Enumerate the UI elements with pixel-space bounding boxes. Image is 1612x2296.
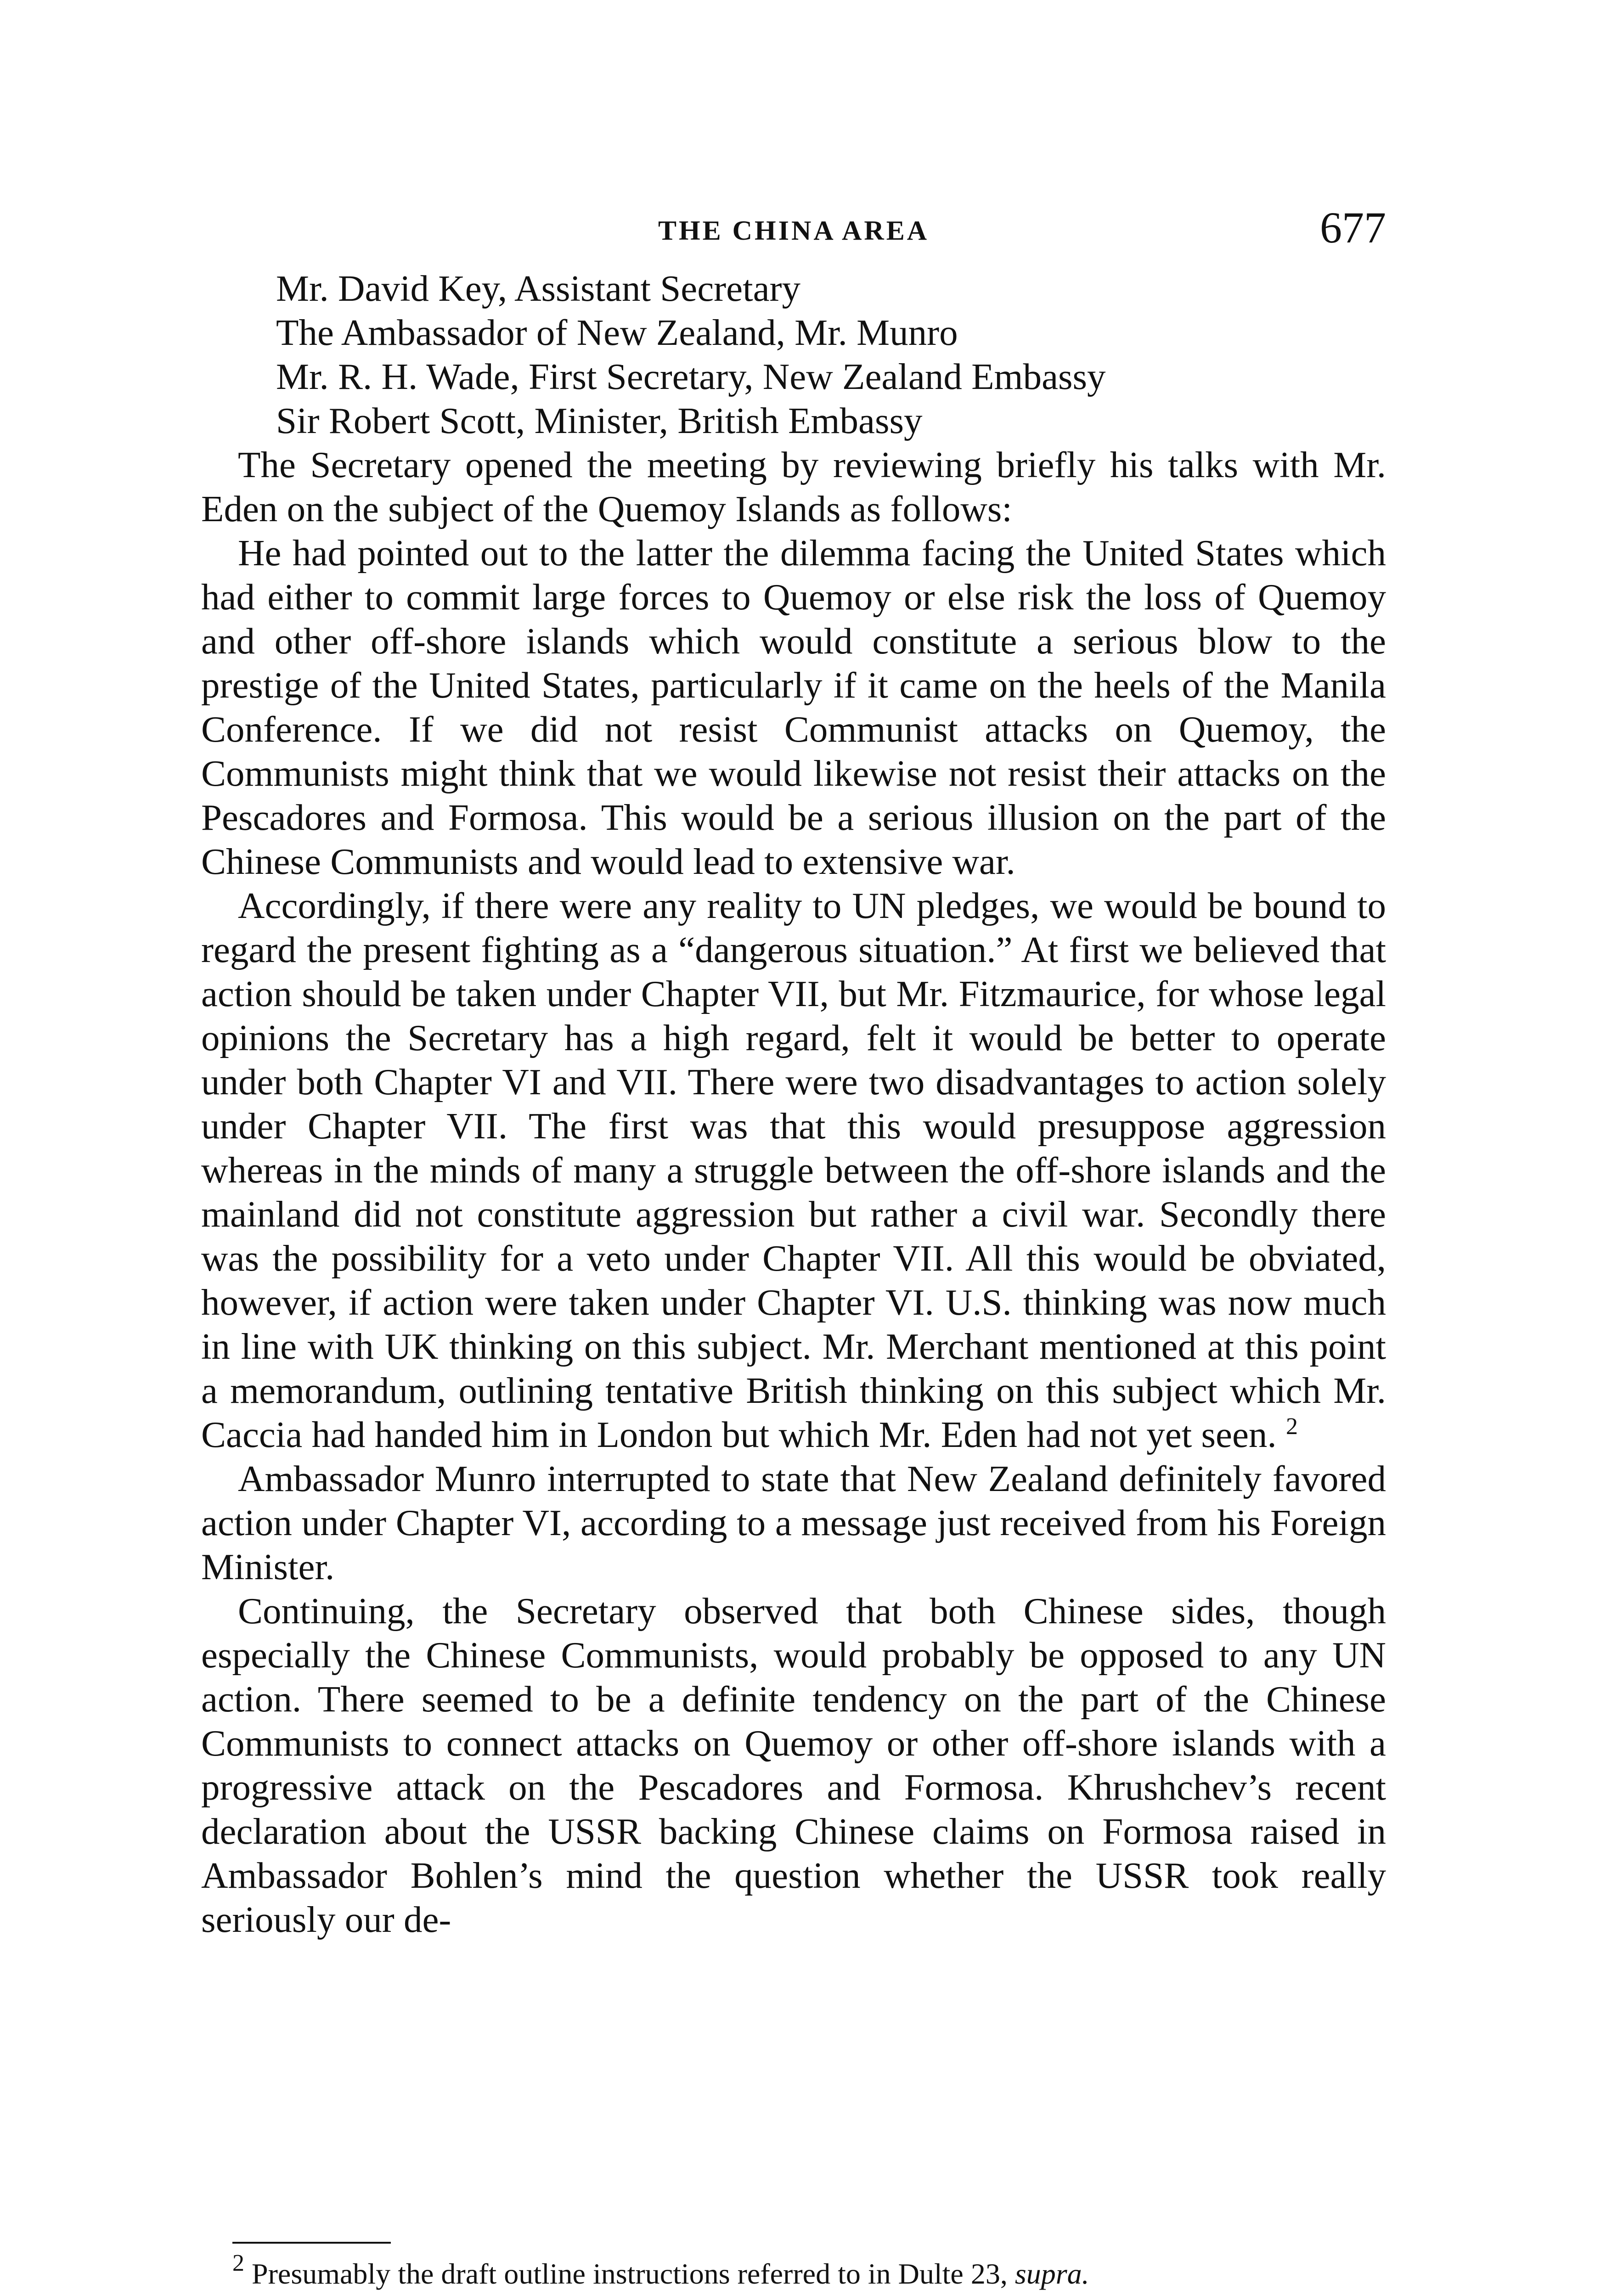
participant-item: Mr. R. H. Wade, First Secretary, New Zealand Embassy bbox=[276, 356, 1106, 397]
footnote bbox=[232, 2250, 1381, 2292]
paragraph-with-footnote-ref bbox=[201, 884, 1386, 1457]
footnote-marker: 2 bbox=[232, 2250, 244, 2276]
paragraph: The Secretary opened the meeting by reviewing briefly his talks with Mr. Eden on the subject of the Quemoy Islands as follows: bbox=[201, 444, 1386, 529]
paragraph: He had pointed out to the latter the dilemma facing the United States which had either to commit large forces to Quemoy or else risk the loss of Quemoy and other off-shore islands which would constitute a serious blow to the prestige of the United States, particularly if it came on the heels of the Manila Conference. If we did not resist Communist attacks on Quemoy, the Communists might think that we would likewise not resist their attacks on the Pescadores and Formosa. This would be a serious illusion on the part of the Chinese Communists and would lead to extensive war. bbox=[201, 532, 1386, 882]
participant-item: Sir Robert Scott, Minister, British Embassy bbox=[276, 400, 923, 441]
participant-list bbox=[201, 266, 1386, 443]
footnote-rule bbox=[232, 2242, 391, 2244]
body-text bbox=[201, 266, 1386, 1941]
participant-item: The Ambassador of New Zealand, Mr. Munro bbox=[276, 312, 958, 353]
running-title: THE CHINA AREA bbox=[658, 215, 930, 246]
footnote-reference: 2 bbox=[1285, 1413, 1298, 1440]
paragraph: Ambassador Munro interrupted to state that New Zealand definitely favored action under Chapter VI, according to a message just received from his Foreign Minister. bbox=[201, 1458, 1386, 1587]
footnote-italic-text: supra. bbox=[1015, 2257, 1089, 2290]
page-number: 677 bbox=[1320, 203, 1386, 252]
running-head bbox=[201, 202, 1386, 253]
participant-item: Mr. David Key, Assistant Secretary bbox=[276, 268, 801, 309]
footnote-text: Presumably the draft outline instructions referred to in Dulte 23, bbox=[252, 2257, 1008, 2290]
paragraph-text: Accordingly, if there were any reality to UN pledges, we would be bound to regard the present fighting as a “dangerous situation.” At first we believed that action should be taken under Chapter VII, but Mr. Fitzmaurice, for whose legal opinions the Secretary has a high regard, felt it would be better to operate under both Chapter VI and VII. There were two disadvantages to action solely under Chapter VII. The first was that this would presuppose aggression whereas in the minds of many a struggle between the off-shore islands and the mainland did not constitute aggression but rather a civil war. Secondly there was the possibility for a veto under Chapter VII. All this would be obviated, however, if action were taken under Chapter VI. U.S. thinking was now much in line with UK thinking on this subject. Mr. Merchant mentioned at this point a memorandum, outlining tentative British thinking on this subject which Mr. Caccia had handed him in London but which Mr. Eden had not yet seen. bbox=[201, 885, 1386, 1455]
paragraph: Continuing, the Secretary observed that both Chinese sides, though especially the Chinese Communists, would probably be opposed to any UN action. There seemed to be a definite tendency on the part of the Chinese Communists to connect attacks on Quemoy or other off-shore islands with a progressive attack on the Pescadores and Formosa. Khrushchev’s recent declaration about the USSR backing Chinese claims on Formosa raised in Ambassador Bohlen’s mind the question whether the USSR took really seriously our de- bbox=[201, 1590, 1386, 1940]
